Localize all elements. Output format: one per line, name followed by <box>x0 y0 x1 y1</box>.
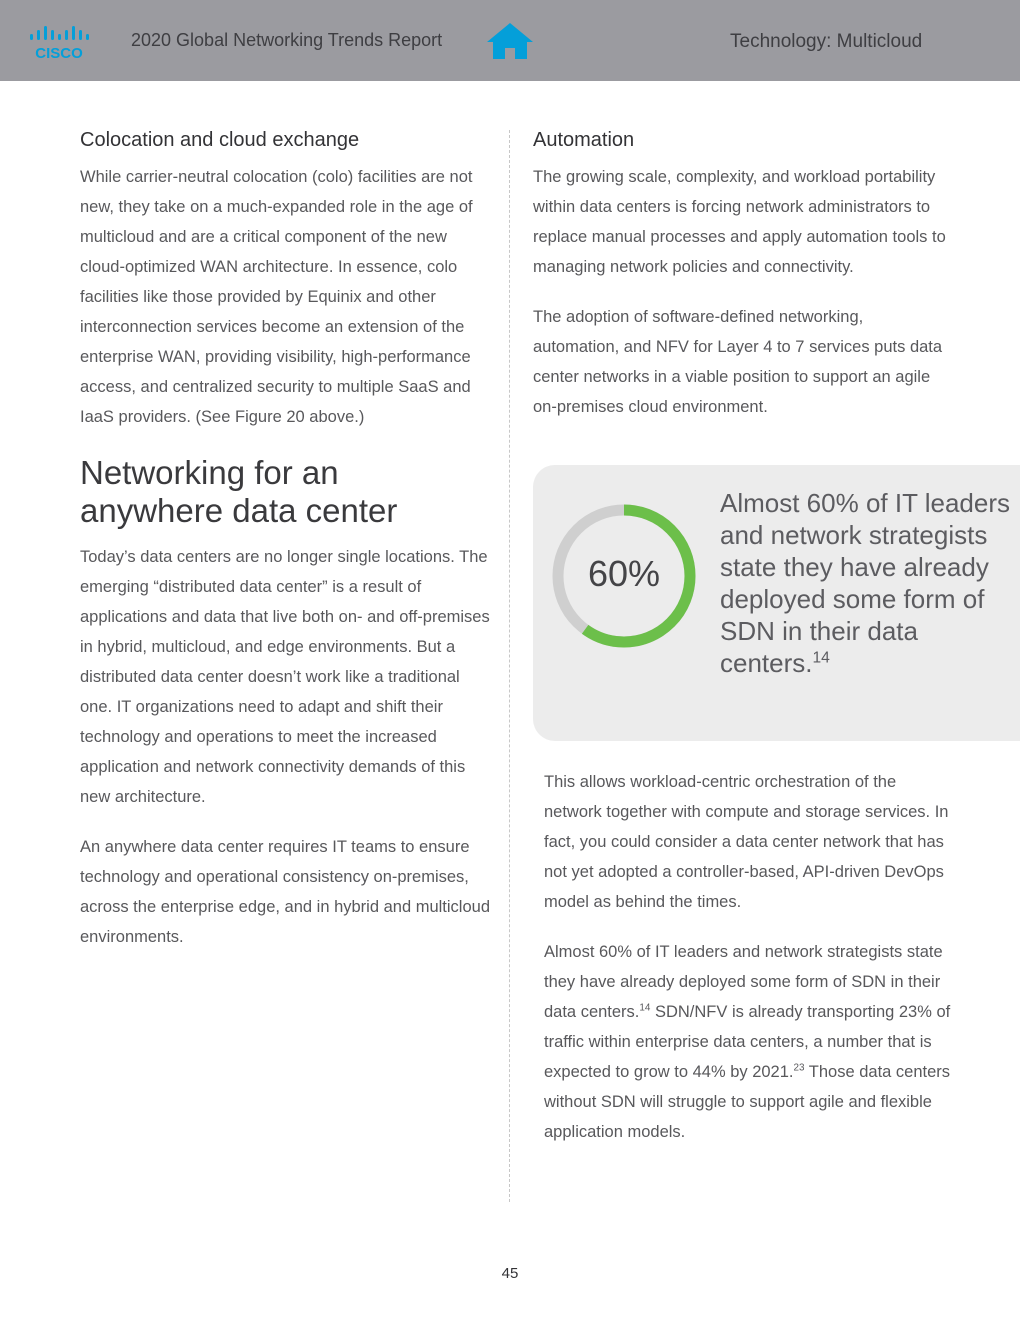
callout-footnote: 14 <box>812 649 830 667</box>
footnote-14: 14 <box>639 1002 651 1014</box>
colocation-heading: Colocation and cloud exchange <box>80 129 360 151</box>
sdn-text-a: Almost 60% of IT leaders and network strategists state they have already deployed some form of SDN in their data centers. <box>544 943 943 1021</box>
stat-callout <box>533 465 1020 741</box>
sdn-paragraph <box>544 937 954 1147</box>
footnote-23: 23 <box>793 1062 805 1074</box>
section-title: Technology: Multicloud <box>730 31 923 52</box>
page-header <box>0 0 1020 81</box>
anywhere-paragraph-1: Today’s data centers are no longer single locations. The emerging “distributed data center” is a result of applications and data that live both on- and off-premises in hybrid, multicloud, and edge environments. But a distributed data center doesn’t work like a traditional one. IT organizations need to adapt and shift their technology and operations to meet the increased application and network connectivity demands of this new architecture. <box>80 548 490 806</box>
automation-heading: Automation <box>533 129 635 151</box>
automation-paragraph-2: The adoption of software-defined networking, automation, and NFV for Layer 4 to 7 services puts data center networks in a viable position to support an agile on-premises cloud environment. <box>533 308 943 416</box>
cisco-logo-icon <box>28 22 98 62</box>
callout-text: Almost 60% of IT leaders and network strategists state they have already deployed some form of SDN in their data centers. <box>720 488 1010 678</box>
left-column <box>80 126 490 952</box>
donut-percent-label: 60% <box>587 553 661 594</box>
column-divider <box>509 130 510 1202</box>
home-icon[interactable] <box>485 20 535 62</box>
sdn-text-c: Those data centers without SDN will struggle to support agile and flexible application models. <box>544 1063 951 1141</box>
anywhere-data-center-heading: Networking for an anywhere data center <box>80 454 398 529</box>
page-number: 45 <box>501 1265 519 1282</box>
colocation-paragraph: While carrier-neutral colocation (colo) facilities are not new, they take on a much-expanded role in the age of multicloud and are a critical component of the new cloud-optimized WAN architecture. In essence, colo facilities like those provided by Equinix and other interconnection services become an extension of the enterprise WAN, providing visibility, high-performance access, and centralized security to multiple SaaS and IaaS providers. (See Figure 20 above.) <box>80 168 473 426</box>
report-title: 2020 Global Networking Trends Report <box>131 30 443 50</box>
callout-statement <box>720 487 1010 679</box>
automation-paragraph-1: The growing scale, complexity, and workload portability within data centers is forcing network administrators to replace manual processes and apply automation tools to managing network policies and connectivity. <box>533 168 946 276</box>
right-column-lower <box>544 767 954 1147</box>
right-column <box>533 126 953 422</box>
anywhere-paragraph-2: An anywhere data center requires IT teams to ensure technology and operational consistency on-premises, across the enterprise edge, and in hybrid and multicloud environments. <box>80 838 490 946</box>
orchestration-paragraph: This allows workload-centric orchestration of the network together with compute and storage services. In fact, you could consider a data center network that has not yet adopted a controller-based, API-driven DevOps model as behind the times. <box>544 773 949 911</box>
logo-text: CISCO <box>35 45 83 62</box>
sdn-text-b: SDN/NFV is already transporting 23% of traffic within enterprise data centers, a number that is expected to grow to 44% by 2021. <box>544 1003 951 1081</box>
